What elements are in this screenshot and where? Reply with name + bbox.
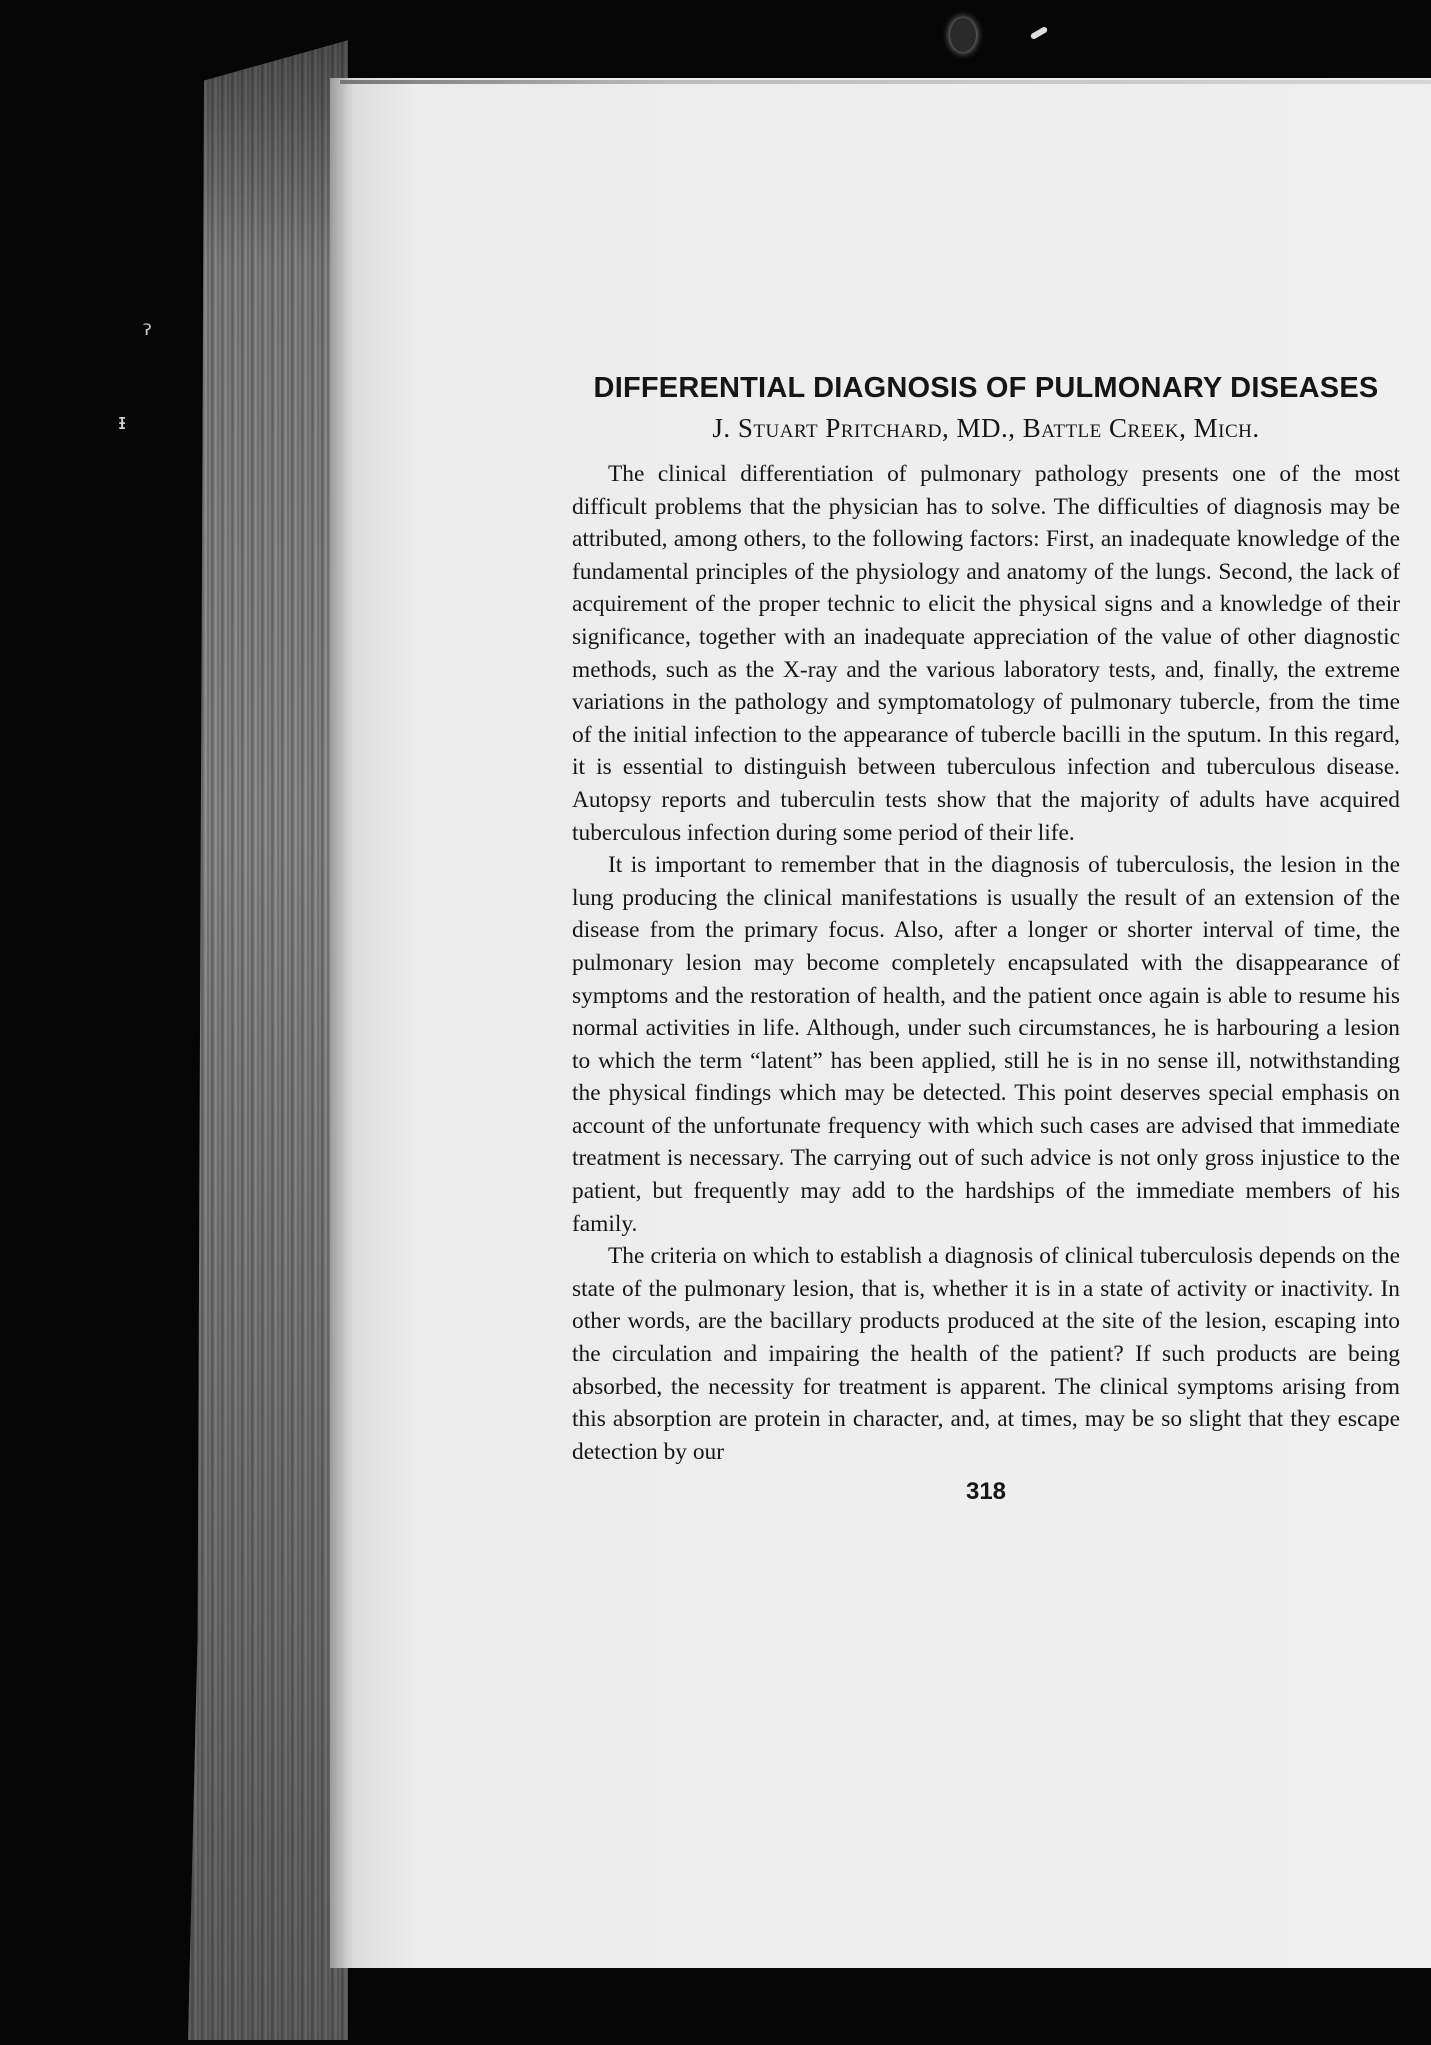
scan-mark: ᵻ bbox=[118, 410, 127, 435]
page-number: 318 bbox=[965, 1478, 1007, 1506]
paragraph: It is important to remember that in the diagnosis of tuberculosis, the lesion in the lung producing the clinical manifestations is usually the result of an extension of the disease from the primary focus. Also, after a longer or shorter interval of time, the pulmonary lesion may become completely encapsulated with the disappearance of symptoms and the restoration of health, and the patient once again is able to resume his normal activities in life. Although, under such circumstances, he is harbouring a lesion to which the term “latent” has been applied, still he is in no sense ill, notwithstanding the physical findings which may be detected. This point deserves special emphasis on account of the unfortunate frequency with which such cases are advised that immediate treatment is necessary. The carrying out of such advice is not only gross injustice to the patient, but frequently may add to the hardships of the immediate members of his family. bbox=[572, 852, 1400, 1237]
book-page-edges bbox=[188, 20, 348, 2040]
article-title: DIFFERENTIAL DIAGNOSIS OF PULMONARY DISEASES bbox=[593, 372, 1379, 404]
scan-blemish bbox=[950, 18, 976, 52]
scan-mark: ˀ bbox=[142, 318, 153, 351]
article bbox=[572, 372, 1400, 1506]
paragraph: The criteria on which to establish a diagnosis of clinical tuberculosis depends on the state of the pulmonary lesion, that is, whether it is in a state of activity or inactivity. In other words, are the bacillary products produced at the site of the lesion, escaping into the circulation and impairing the health of the patient? If such products are being absorbed, the necessity for treatment is apparent. The clinical symptoms arising from this absorption are protein in character, and, at times, may be so slight that they escape detection by our bbox=[572, 1243, 1400, 1465]
page-top-edge bbox=[340, 80, 1431, 84]
article-byline: J. Stuart Pritchard, MD., Battle Creek, Mich. bbox=[712, 413, 1260, 443]
paragraph: The clinical differentiation of pulmonary pathology presents one of the most difficult problems that the physician has to solve. The difficulties of diagnosis may be attributed, among others, to the following factors: First, an inadequate knowledge of the fundamental principles of the physiology and anatomy of the lungs. Second, the lack of acquirement of the proper technic to elicit the physical signs and a knowledge of their significance, together with an inadequate appreciation of the value of other diagnostic methods, such as the X-ray and the various laboratory tests, and, finally, the extreme variations in the pathology and symptomatology of pulmonary tubercle, from the time of the initial infection to the appearance of tubercle bacilli in the sputum. In this regard, it is essential to distinguish between tuberculous infection and tuberculous disease. Autopsy reports and tuberculin tests show that the majority of adults have acquired tuberculous infection during some period of their life. bbox=[572, 461, 1400, 846]
scan-speck bbox=[1030, 26, 1049, 40]
